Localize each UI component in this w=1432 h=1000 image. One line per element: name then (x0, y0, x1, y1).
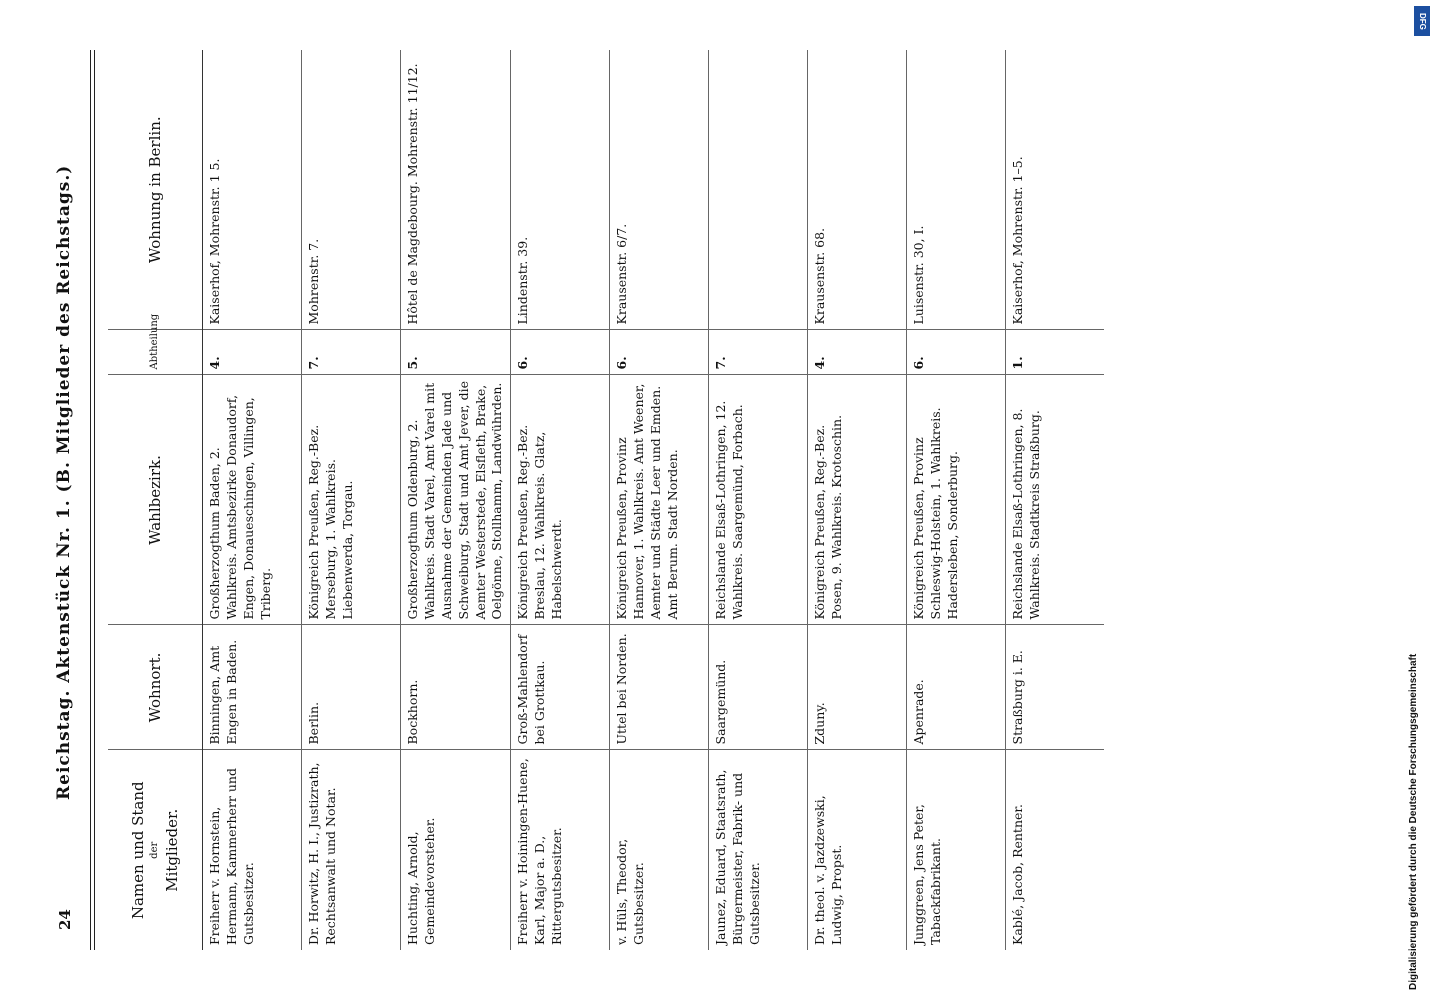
cell-abtheilung: 4. (203, 330, 302, 375)
cell-wohnung: Luisenstr. 30, I. (907, 50, 1006, 330)
table-row (709, 50, 808, 950)
cell-wohnort: Saargemünd. (709, 625, 808, 750)
page-number: 24 (56, 909, 74, 930)
cell-wohnort: Berlin. (302, 625, 401, 750)
table-row (907, 50, 1006, 950)
cell-name: Junggreen, Jens Peter, Tabackfabrikant. (907, 750, 1006, 950)
cell-wohnort: Apenrade. (907, 625, 1006, 750)
cell-wohnung: Hôtel de Magdebourg. Mohrenstr. 11/12. (401, 50, 511, 330)
header-name-label: Namen und Stand (129, 781, 147, 920)
cell-abtheilung: 7. (709, 330, 808, 375)
cell-wohnort: Straßburg i. E. (1006, 625, 1105, 750)
cell-wahlbezirk: Großherzogthum Oldenburg, 2. Wahlkreis. Stadt Varel, Amt Varel mit Ausnahme der Gemeinden Jade und Schweiburg, Stadt und Amt Jever, die Aemter Westerstede, Elsfleth, Brake, Oelgönne, Stollhamm, Landwührden. (401, 375, 511, 625)
table-header-row (108, 50, 203, 950)
cell-wahlbezirk: Königreich Preußen, Reg.-Bez. Breslau, 12. Wahlkreis. Glatz, Habelschwerdt. (511, 375, 610, 625)
cell-wahlbezirk: Königreich Preußen, Provinz Hannover, 1. Wahlkreis. Amt Weener, Aemter und Städte Leer und Emden. Amt Berum. Stadt Norden. (610, 375, 709, 625)
cell-wahlbezirk: Großherzogthum Baden, 2. Wahlkreis. Amtsbezirke Donaudorf, Engen, Donaueschingen, Villingen, Triberg. (203, 375, 302, 625)
dfg-credit: Digitalisierung gefördert durch die Deutsche Forschungsgemeinschaft (1408, 653, 1419, 990)
header-abtheilung: Abtheilung (108, 330, 203, 375)
cell-wohnung: Mohrenstr. 7. (302, 50, 401, 330)
dfg-logo: DFG (1414, 6, 1430, 36)
cell-wahlbezirk: Königreich Preußen, Reg.-Bez. Posen, 9. Wahlkreis. Krotoschin. (808, 375, 907, 625)
header-wohnort: Wohnort. (108, 625, 203, 750)
header-name (108, 750, 203, 950)
cell-name: Dr. theol. v. Jazdzewski, Ludwig, Propst. (808, 750, 907, 950)
cell-name: Huchting, Arnold, Gemeindevorsteher. (401, 750, 511, 950)
cell-wahlbezirk: Reichslande Elsaß-Lothringen, 8. Wahlkreis. Stadtkreis Straßburg. (1006, 375, 1105, 625)
running-title: Reichstag. Aktenstück Nr. 1. (B. Mitglieder des Reichstags.) (54, 164, 74, 800)
cell-abtheilung: 1. (1006, 330, 1105, 375)
cell-wahlbezirk: Königreich Preußen, Reg.-Bez. Merseburg, 1. Wahlkreis. Liebenwerda, Torgau. (302, 375, 401, 625)
rotated-content (50, 50, 1350, 950)
cell-wohnung: Lindenstr. 39. (511, 50, 610, 330)
cell-abtheilung: 6. (907, 330, 1006, 375)
cell-name: Kablé, Jacob, Rentner. (1006, 750, 1105, 950)
cell-abtheilung: 7. (302, 330, 401, 375)
members-table (108, 50, 1104, 950)
cell-wohnort: Zduny. (808, 625, 907, 750)
cell-wahlbezirk: Königreich Preußen, Provinz Schleswig-Holstein, 1. Wahlkreis. Hadersleben, Sonderburg. (907, 375, 1006, 625)
cell-wohnort: Bockhorn. (401, 625, 511, 750)
cell-wohnort: Binningen, Amt Engen in Baden. (203, 625, 302, 750)
cell-wohnung: Kaiserhof, Mohrenstr. 1 5. (203, 50, 302, 330)
table-row (302, 50, 401, 950)
cell-name: Dr. Horwitz, H. I., Justizrath, Rechtsanwalt und Notar. (302, 750, 401, 950)
header-name-tail: Mitglieder. (162, 808, 181, 892)
table-row (808, 50, 907, 950)
table-row (203, 50, 302, 950)
cell-wahlbezirk: Reichslande Elsaß-Lothringen, 12. Wahlkreis. Saargemünd, Forbach. (709, 375, 808, 625)
dfg-credit-strip (1408, 390, 1428, 990)
cell-name: Freiherr v. Hoiningen-Huene, Karl, Major a. D., Rittergutsbesitzer. (511, 750, 610, 950)
cell-abtheilung: 6. (511, 330, 610, 375)
cell-wohnung: Krausenstr. 68. (808, 50, 907, 330)
header-wahlbezirk: Wahlbezirk. (108, 375, 203, 625)
header-name-sub: der (149, 841, 161, 859)
table-row (1006, 50, 1105, 950)
cell-abtheilung: 6. (610, 330, 709, 375)
header-wohnung: Wohnung in Berlin. (108, 50, 203, 330)
cell-wohnung (709, 50, 808, 330)
page-header (50, 50, 90, 950)
cell-wohnung: Krausenstr. 6/7. (610, 50, 709, 330)
cell-abtheilung: 4. (808, 330, 907, 375)
cell-wohnung: Kaiserhof, Mohrenstr. 1–5. (1006, 50, 1105, 330)
table-row (511, 50, 610, 950)
cell-name: Freiherr v. Hornstein, Hermann, Kammerherr und Gutsbesitzer. (203, 750, 302, 950)
table-row (610, 50, 709, 950)
cell-name: Jaunez, Eduard, Staatsrath, Bürgermeister, Fabrik- und Gutsbesitzer. (709, 750, 808, 950)
table-row (401, 50, 511, 950)
cell-wohnort: Uttel bei Norden. (610, 625, 709, 750)
cell-abtheilung: 5. (401, 330, 511, 375)
header-rule-2 (94, 50, 95, 950)
cell-name: v. Hüls, Theodor, Gutsbesitzer. (610, 750, 709, 950)
cell-wohnort: Groß-Mahlendorf bei Grottkau. (511, 625, 610, 750)
header-rule (90, 50, 91, 950)
